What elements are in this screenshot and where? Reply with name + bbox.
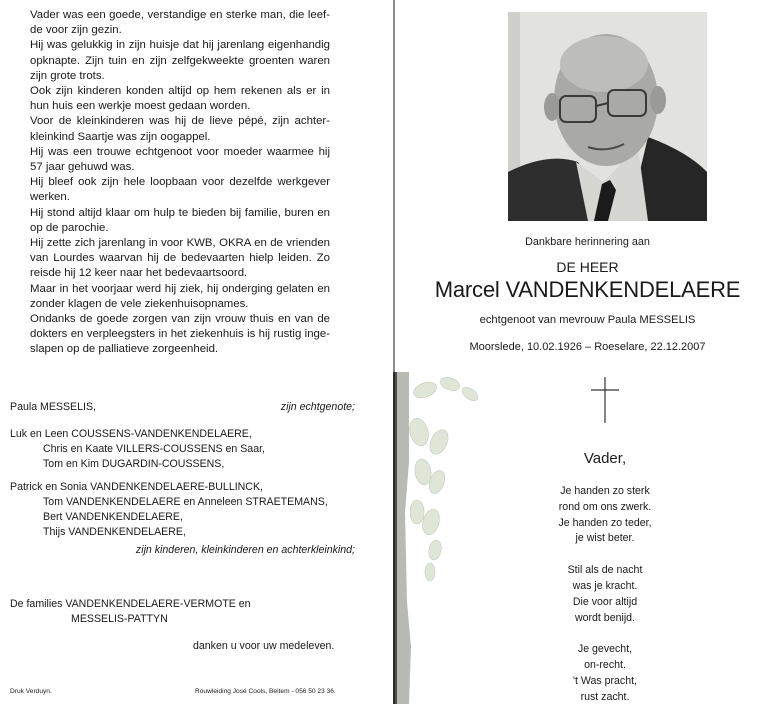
poem-line: Die voor altijd (572, 595, 638, 608)
honorific: DE HEER (556, 259, 619, 275)
poem-line: je wist beter. (575, 532, 635, 545)
poem-stanza (515, 563, 695, 626)
poem-stanza (515, 642, 695, 705)
family-member: Bert VANDENKENDELAERE, (43, 511, 183, 523)
poem-line: rond om ons zwerk. (558, 500, 652, 513)
family-member: Tom VANDENKENDELAERE en Anneleen STRAETEMANS, (43, 496, 328, 508)
poem-line: Stil als de nacht (567, 564, 643, 577)
thanks-text: danken u voor uw medeleven. (193, 640, 335, 652)
poem (515, 484, 695, 722)
spouse-line: echtgenoot van mevrouw Paula MESSELIS (479, 314, 696, 326)
poem-line: Je handen zo sterk (560, 485, 650, 497)
poem-line: Je handen zo teder, (558, 516, 652, 529)
intro-line: Dankbare herinnering aan (525, 236, 650, 248)
bio-paragraph: Hij zette zich jarenlang in voor KWB, OKRA en de vrienden van Lourdes waarvan hij de bedevaarten hielp leiden. Zo reisde hij 12 keer naar het bedevaartsoord. (30, 237, 330, 280)
left-page (0, 0, 393, 704)
undertaker-credit: Rouwleiding José Cools, Beitem - 056 50 23 36. (195, 688, 336, 695)
printer-credit: Druk Verduyn. (10, 688, 52, 695)
family-member: Thijs VANDENKENDELAERE, (43, 526, 186, 538)
leaf-decoration (395, 372, 485, 704)
poem-line: on-recht. (584, 659, 626, 672)
families-line: MESSELIS-PATTYN (71, 613, 168, 625)
life-dates: Moorslede, 10.02.1926 – Roeselare, 22.12.2007 (469, 341, 706, 353)
bio-paragraph: Voor de kleinkinderen was hij de lieve pépé, zijn achter-kleinkind Saartje was zijn oogappel. (30, 115, 330, 143)
bio-paragraph: Hij stond altijd klaar om hulp te bieden bij familie, buren en op de parochie. (30, 206, 330, 234)
bio-paragraph: Ook zijn kinderen konden altijd op hem rekenen als er in hun huis een werkje moest gedaan worden. (30, 85, 330, 113)
spouse-role: zijn echtgenote; (280, 401, 355, 413)
bio-paragraph: Vader was een goede, verstandige en sterke man, die leef-de voor zijn gezin. (30, 9, 330, 37)
poem-title: Vader, (583, 450, 627, 467)
poem-stanza (515, 484, 695, 547)
portrait-photo (508, 12, 707, 221)
family-member: Luk en Leen COUSSENS-VANDENKENDELAERE, (10, 428, 252, 440)
children-role: zijn kinderen, kleinkinderen en achterkleinkind; (135, 544, 355, 556)
family-member: Patrick en Sonia VANDENKENDELAERE-BULLINCK, (10, 481, 263, 493)
portrait-illustration (508, 12, 707, 221)
poem-line: was je kracht. (572, 579, 638, 592)
families-block (10, 597, 251, 627)
bio-paragraph: Hij was een trouwe echtgenoot voor moeder waarmee hij 57 jaar gehuwd was. (30, 145, 330, 174)
poem-line: Je gevecht, (577, 643, 633, 656)
poem-line: wordt benijd. (574, 611, 636, 624)
right-page (395, 0, 780, 704)
poem-line: 't Was pracht, (572, 674, 638, 687)
families-line: De families VANDENKENDELAERE-VERMOTE en (10, 598, 251, 610)
deceased-name: Marcel VANDENKENDELAERE (434, 277, 741, 302)
family-list (10, 400, 355, 558)
bio-paragraph: Hij was gelukkig in zijn huisje dat hij jarenlang eigenhandig opknapte. Zijn tuin en zijn zelfgekweekte groenten waren zijn grote trots. (30, 39, 330, 82)
spouse-name: Paula MESSELIS, (10, 401, 96, 413)
biography (30, 8, 330, 358)
bio-paragraph: Ondanks de goede zorgen van zijn vrouw thuis en van de dokters en verpleegsters in het ziekenhuis is hij rustig inge-slapen op de palliatieve zorgeenheid. (30, 313, 330, 356)
bio-paragraph: Maar in het voorjaar werd hij ziek, hij onderging gelaten en zonder klagen de vele ziekenhuisopnames. (30, 282, 330, 310)
cross-icon (590, 377, 620, 423)
bio-paragraph: Hij bleef ook zijn hele loopbaan voor dezelfde werkgever werken. (30, 176, 330, 204)
family-member: Chris en Kaate VILLERS-COUSSENS en Saar, (43, 443, 265, 455)
family-member: Tom en Kim DUGARDIN-COUSSENS, (43, 458, 225, 470)
poem-line: rust zacht. (580, 690, 630, 703)
